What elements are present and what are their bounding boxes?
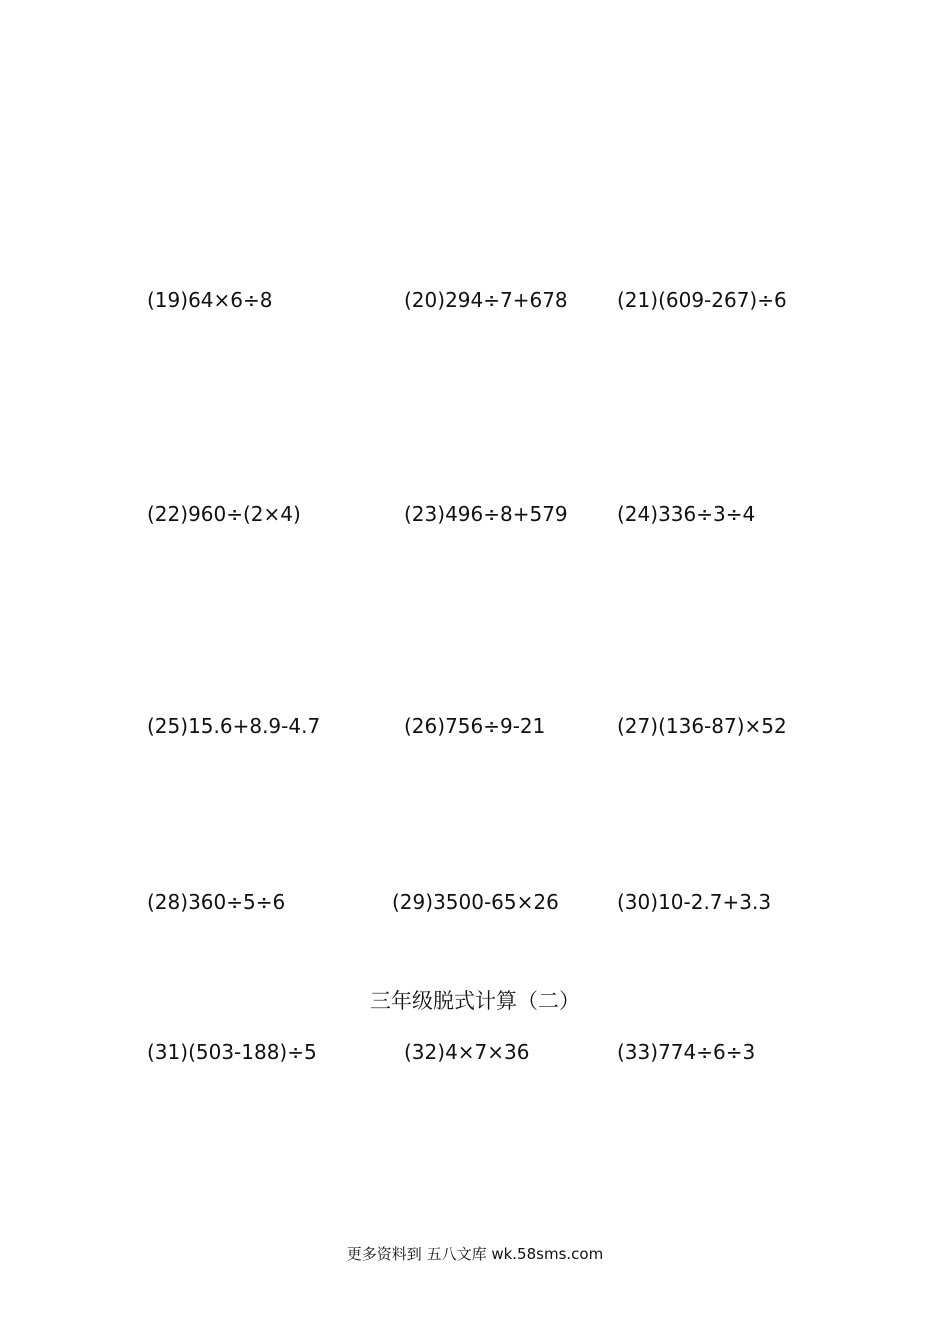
problem-expression: 756÷9-21 [445,714,546,738]
problem-20 [404,288,568,312]
problem-31 [147,1040,317,1064]
problem-22 [147,502,301,526]
problem-expression: (609-267)÷6 [658,288,787,312]
footer-link[interactable]: 更多资料到 五八文库 wk.58sms.com [346,1245,604,1263]
problem-expression: 3500-65×26 [433,890,559,914]
problem-number: (30) [617,890,659,914]
problem-expression: 360÷5÷6 [188,890,286,914]
problem-number: (28) [147,890,189,914]
problem-number: (33) [617,1040,659,1064]
problem-24 [617,502,755,526]
problem-number: (29) [392,890,434,914]
problem-expression: 15.6+8.9-4.7 [188,714,321,738]
problem-21 [617,288,787,312]
problem-number: (31) [147,1040,189,1064]
problem-expression: 960÷(2×4) [188,502,301,526]
problem-25 [147,714,320,738]
problem-expression: 774÷6÷3 [658,1040,756,1064]
problem-33 [617,1040,755,1064]
problem-32 [404,1040,529,1064]
problem-number: (25) [147,714,189,738]
section-title: 三年级脱式计算（二） [370,989,580,1013]
problem-number: (20) [404,288,446,312]
problem-number: (19) [147,288,189,312]
problem-expression: 64×6÷8 [188,288,273,312]
problem-expression: 496÷8+579 [445,502,568,526]
problem-29 [392,890,559,914]
problem-27 [617,714,787,738]
problem-expression: 294÷7+678 [445,288,568,312]
problem-number: (26) [404,714,446,738]
problem-26 [404,714,545,738]
problem-19 [147,288,272,312]
problem-number: (23) [404,502,446,526]
problem-number: (21) [617,288,659,312]
problem-number: (27) [617,714,659,738]
problem-30 [617,890,771,914]
problem-number: (32) [404,1040,446,1064]
problem-number: (24) [617,502,659,526]
problem-expression: 336÷3÷4 [658,502,756,526]
problem-expression: 4×7×36 [445,1040,530,1064]
problem-expression: (136-87)×52 [658,714,787,738]
problem-expression: (503-188)÷5 [188,1040,317,1064]
problem-expression: 10-2.7+3.3 [658,890,772,914]
problem-28 [147,890,285,914]
problem-23 [404,502,568,526]
problem-number: (22) [147,502,189,526]
